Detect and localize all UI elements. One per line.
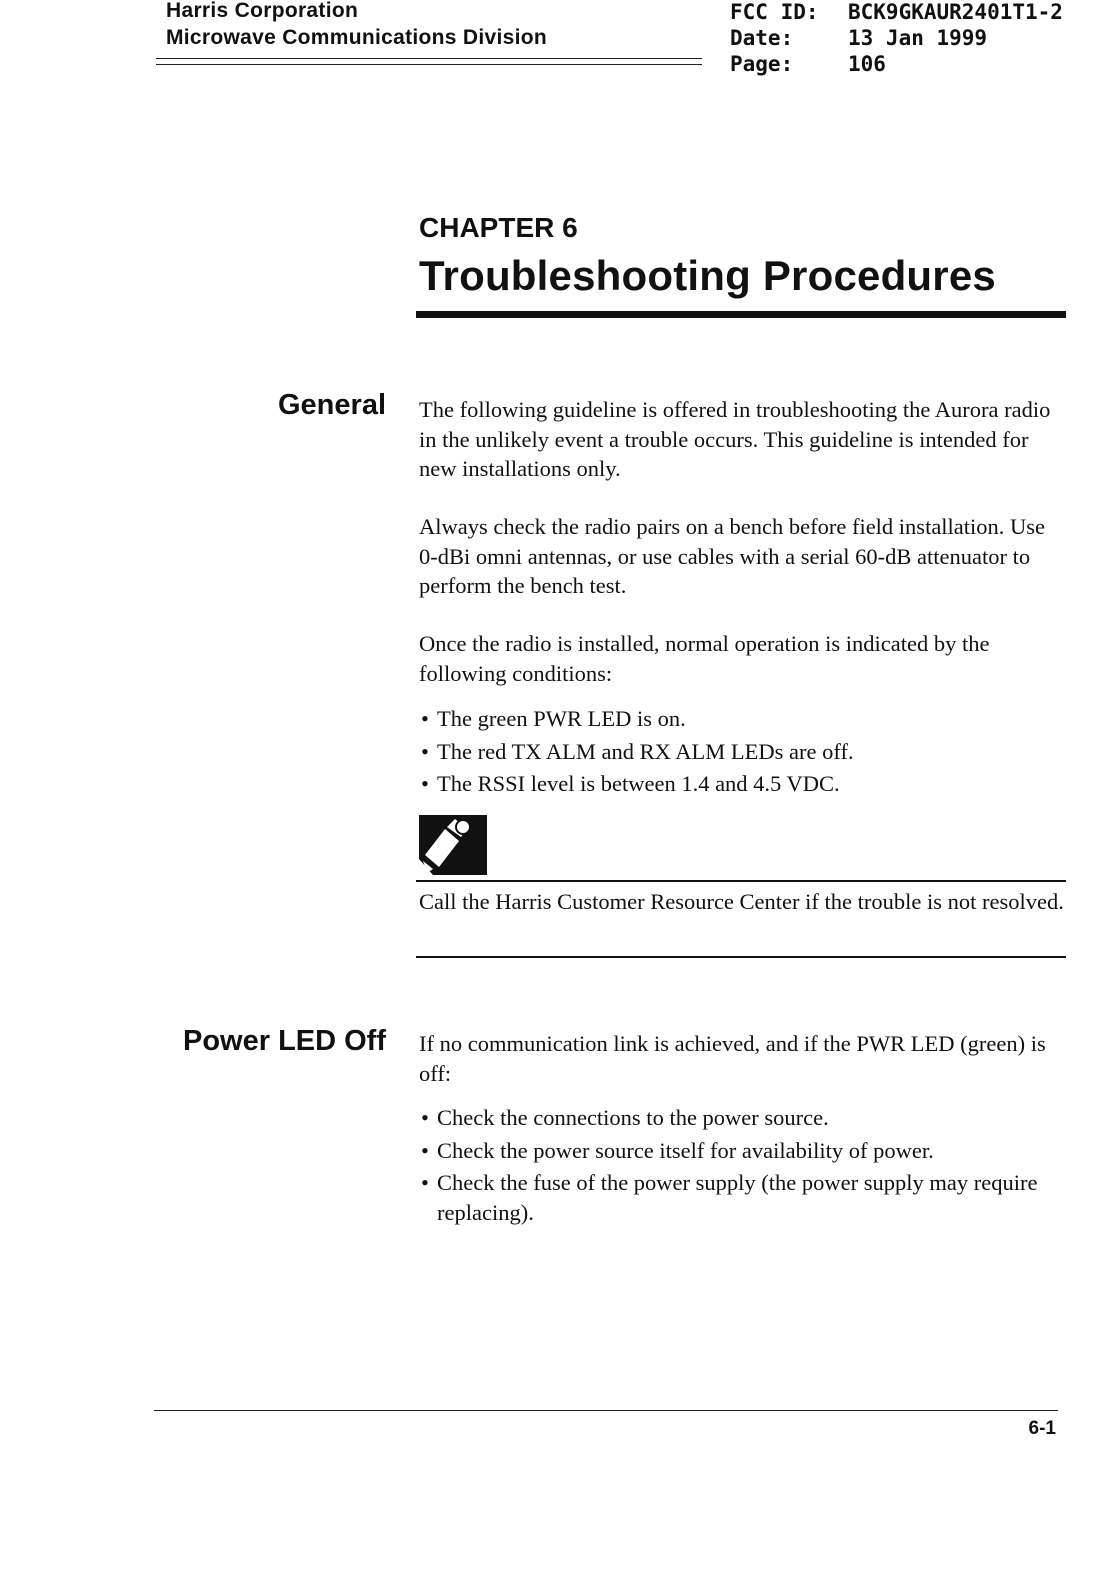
list-item: • Check the fuse of the power supply (the power supply may require replacing). bbox=[421, 1170, 1038, 1225]
page-number: 6-1 bbox=[1028, 1418, 1056, 1439]
note-pencil-icon bbox=[419, 815, 487, 875]
general-paragraph-1: The following guideline is offered in troubleshooting the Aurora radio in the unlikely event a trouble occurs. This guideline is intended for new installations only. bbox=[419, 397, 1051, 481]
header-rule bbox=[156, 58, 702, 65]
power-bullet-list bbox=[419, 1103, 1069, 1230]
power-paragraph-1: If no communication link is achieved, and if the PWR LED (green) is off: bbox=[419, 1031, 1046, 1086]
company-name: Harris Corporation bbox=[166, 0, 359, 22]
general-paragraph-3: Once the radio is installed, normal operation is indicated by the following conditions: bbox=[419, 631, 990, 686]
fcc-row bbox=[730, 0, 1063, 25]
fcc-value: BCK9GKAUR2401T1-2 bbox=[848, 0, 1063, 24]
header-right bbox=[730, 0, 1063, 77]
power-led-heading: Power LED Off bbox=[182, 1025, 386, 1057]
header-left bbox=[166, 0, 547, 51]
general-bullet-list bbox=[419, 704, 1069, 802]
list-item: • The green PWR LED is on. bbox=[421, 706, 686, 731]
general-heading: General bbox=[278, 389, 386, 421]
fcc-label: FCC ID: bbox=[730, 0, 819, 24]
title-rule bbox=[416, 311, 1066, 318]
page-label: Page: bbox=[730, 52, 794, 76]
date-row bbox=[730, 25, 1063, 51]
general-paragraph-2: Always check the radio pairs on a bench before field installation. Use 0-dBi omni antennas, or use cables with a serial 60-dB attenuator to perform the bench test. bbox=[419, 514, 1046, 598]
division-name: Microwave Communications Division bbox=[166, 26, 547, 49]
page-value: 106 bbox=[848, 52, 886, 76]
list-item: • Check the connections to the power source. bbox=[421, 1105, 829, 1130]
note-rule-bottom bbox=[416, 956, 1066, 958]
footer-rule bbox=[154, 1410, 1058, 1411]
note-text: Call the Harris Customer Resource Center if the trouble is not resolved. bbox=[419, 889, 1064, 914]
chapter-label: CHAPTER 6 bbox=[419, 212, 578, 243]
list-item: • The RSSI level is between 1.4 and 4.5 VDC. bbox=[421, 771, 840, 796]
note-rule-top bbox=[416, 880, 1066, 882]
list-item: • The red TX ALM and RX ALM LEDs are off. bbox=[421, 738, 854, 764]
list-item: • Check the power source itself for availability of power. bbox=[421, 1137, 934, 1163]
date-label: Date: bbox=[730, 26, 794, 50]
page-row bbox=[730, 51, 1063, 77]
date-value: 13 Jan 1999 bbox=[848, 26, 988, 50]
chapter-title: Troubleshooting Procedures bbox=[419, 252, 996, 299]
